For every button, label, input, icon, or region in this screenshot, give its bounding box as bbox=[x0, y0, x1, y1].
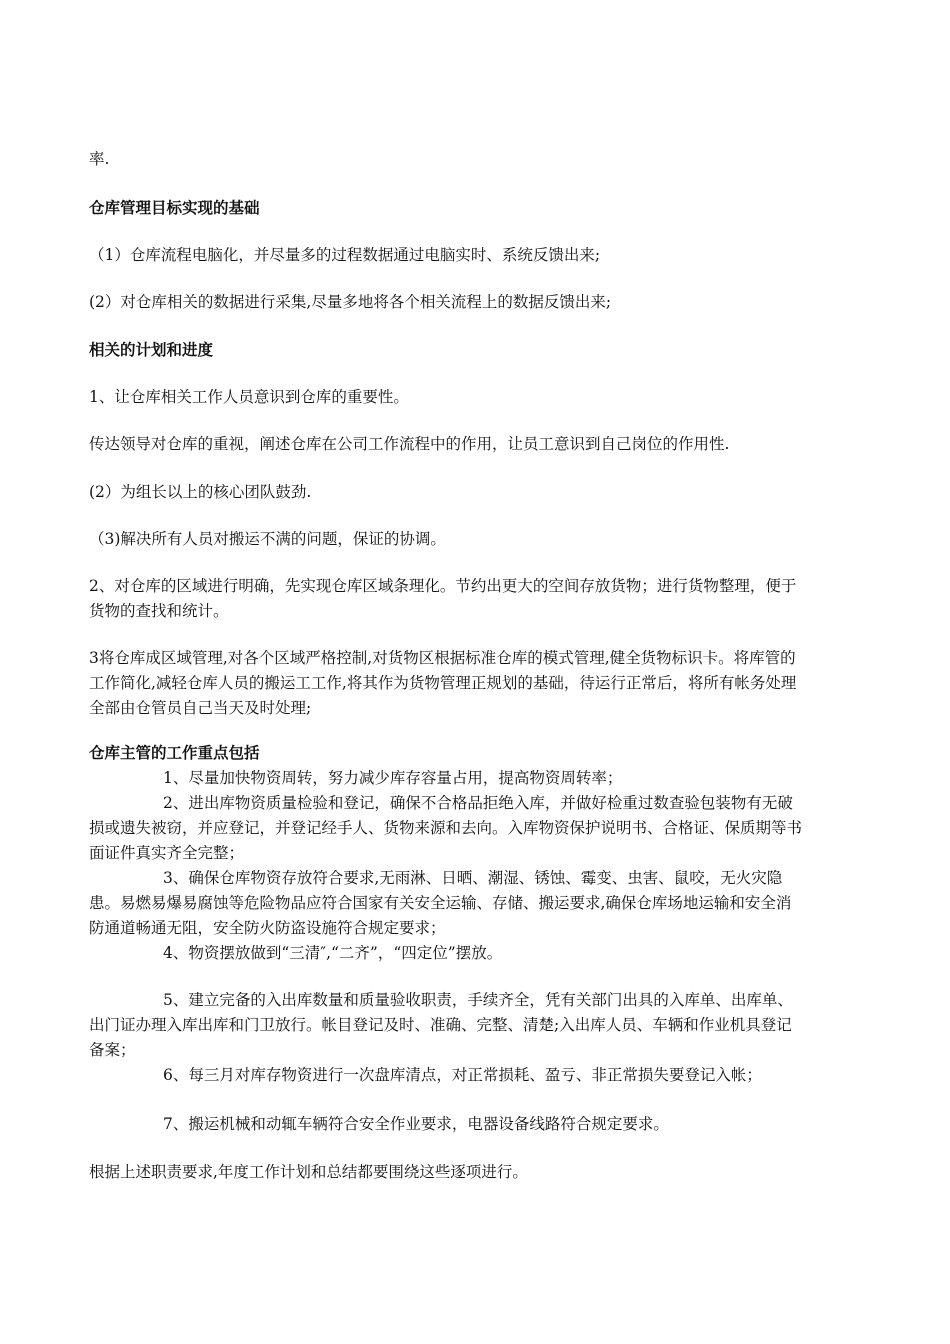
list-item bbox=[89, 1063, 805, 1088]
paragraph-fragment: 率. bbox=[89, 150, 110, 168]
paragraph: 传达领导对仓库的重视，阐述仓库在公司工作流程中的作用，让员工意识到自己岗位的作用性. bbox=[89, 435, 730, 453]
paragraph: 1、让仓库相关工作人员意识到仓库的重要性。 bbox=[89, 388, 409, 406]
list-item bbox=[89, 1112, 805, 1137]
list-item: (2）对仓库相关的数据进行采集,尽量多地将各个相关流程上的数据反馈出来; bbox=[89, 293, 612, 311]
section-heading-basis: 仓库管理目标实现的基础 bbox=[89, 199, 260, 217]
list-item-text: 4、物资摆放做到“三清″,“二齐”，“四定位”摆放。 bbox=[163, 944, 503, 962]
section-heading-plan: 相关的计划和进度 bbox=[89, 341, 214, 359]
list-item bbox=[89, 866, 805, 941]
paragraph: (2）为组长以上的核心团队鼓劲. bbox=[89, 483, 312, 501]
list-item bbox=[89, 766, 805, 791]
list-item bbox=[89, 941, 805, 966]
list-item-text: 1、尽量加快物资周转，努力减少库存容量占用，提高物资周转率； bbox=[163, 769, 623, 787]
list-item bbox=[89, 791, 805, 866]
list-item-text: 5、建立完备的入出库数量和质量验收职责，手续齐全，凭有关部门出具的入库单、出库单、出门证办理入库出库和门卫放行。帐目登记及时、准确、完整、清楚;入出库人员、车辆和作业机具登记备案； bbox=[89, 991, 793, 1059]
list-item-text: 6、每三月对库存物资进行一次盘库清点，对正常损耗、盈亏、非正常损失要登记入帐； bbox=[163, 1066, 762, 1084]
list-item-text: 2、进出库物资质量检验和登记，确保不合格品拒绝入库，并做好检重过数查验包装物有无破损或遗失被窃，并应登记，并登记经手人、货物来源和去向。入库物资保护说明书、合格证、保质期等书面证件真实齐全完整； bbox=[89, 794, 803, 862]
paragraph: 2、对仓库的区域进行明确，先实现仓库区域条理化。节约出更大的空间存放货物；进行货物整理，便于货物的查找和统计。 bbox=[89, 577, 797, 620]
list-item-text: 7、搬运机械和动辄车辆符合安全作业要求，电器设备线路符合规定要求。 bbox=[163, 1115, 669, 1133]
list-item-text: 3、确保仓库物资存放符合要求,无雨淋、日晒、潮湿、锈蚀、霉变、虫害、鼠咬，无火灾隐患。易燃易爆易腐蚀等危险物品应符合国家有关安全运输、存储、搬运要求,确保仓库场地运输和安全消防通道畅通无阻，安全防火防盗设施符合规定要求； bbox=[89, 869, 792, 937]
closing-paragraph: 根据上述职责要求,年度工作计划和总结都要围绕这些逐项进行。 bbox=[89, 1163, 528, 1181]
section-heading-duties: 仓库主管的工作重点包括 bbox=[89, 744, 260, 762]
list-item: （1）仓库流程电脑化，并尽量多的过程数据通过电脑实时、系统反馈出来; bbox=[89, 246, 601, 264]
paragraph: （3)解决所有人员对搬运不满的问题，保证的协调。 bbox=[89, 530, 446, 548]
list-item bbox=[89, 988, 805, 1063]
paragraph: 3将仓库成区域管理,对各个区域严格控制,对货物区根据标准仓库的模式管理,健全货物标识卡。将库管的工作简化,减轻仓库人员的搬运工工作,将其作为货物管理正规划的基础，待运行正常后，将所有帐务处理全部由仓管员自己当天及时处理; bbox=[89, 649, 797, 717]
